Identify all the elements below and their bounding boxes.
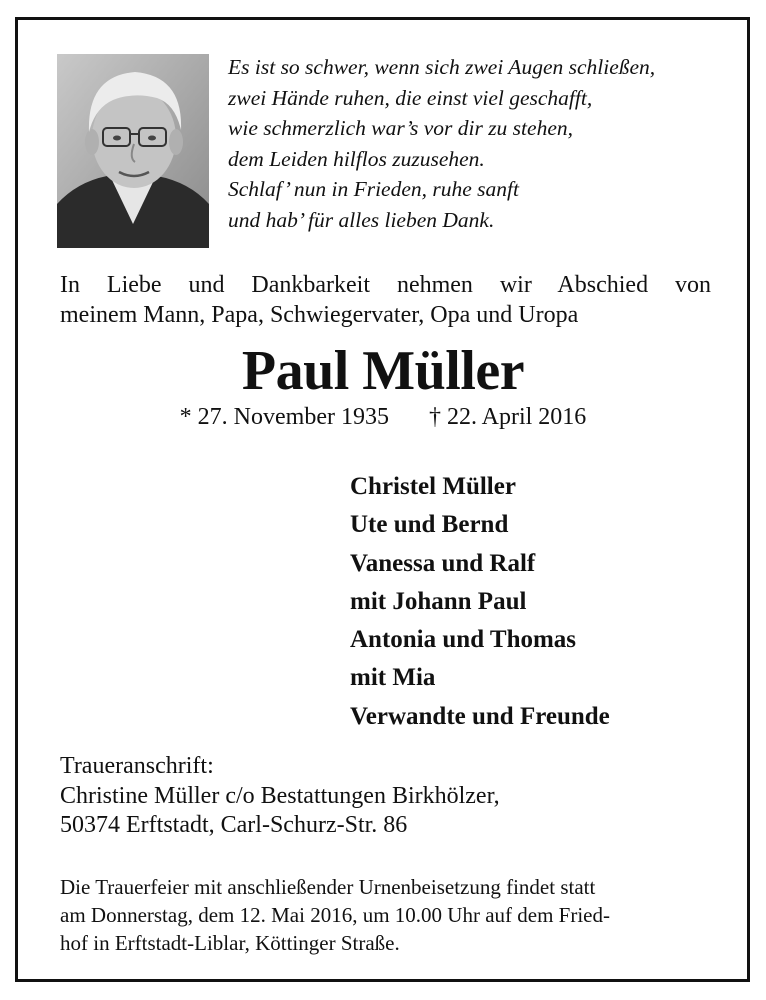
mourner-line: Christel Müller <box>350 473 516 500</box>
poem-line: Es ist so schwer, wenn sich zwei Augen schließen, <box>228 55 656 79</box>
mourner-line: Vanessa und Ralf <box>350 549 536 577</box>
address-heading: Traueranschrift: <box>60 753 214 779</box>
mourner-line: Antonia und Thomas <box>350 626 577 654</box>
poem-line: zwei Hände ruhen, die einst viel geschafft, <box>228 85 593 110</box>
poem <box>228 52 728 236</box>
life-dates <box>0 402 766 432</box>
mourner-line: mit Johann Paul <box>350 587 527 615</box>
address-line: Christine Müller c/o Bestattungen Birkhölzer, <box>60 782 500 809</box>
farewell-intro <box>60 270 711 330</box>
intro-line: In Liebe und Dankbarkeit nehmen wir Abschied von <box>60 272 711 298</box>
mourners-list <box>350 468 610 736</box>
funeral-service-info <box>60 873 610 957</box>
mourner-line: Ute und Bernd <box>350 511 509 539</box>
death-date: † 22. April 2016 <box>428 404 587 430</box>
deceased-name: Paul Müller <box>241 340 525 402</box>
service-line: am Donnerstag, dem 12. Mai 2016, um 10.00 Uhr auf dem Fried- <box>60 903 610 927</box>
intro-line: meinem Mann, Papa, Schwiegervater, Opa und Uropa <box>60 302 579 328</box>
portrait-photo <box>57 54 209 248</box>
address-line: 50374 Erftstadt, Carl-Schurz-Str. 86 <box>60 812 408 838</box>
portrait-illustration <box>57 54 209 248</box>
poem-line: wie schmerzlich war’s vor dir zu stehen, <box>228 116 573 141</box>
mourner-line: Verwandte und Freunde <box>350 702 610 730</box>
service-line: hof in Erftstadt-Liblar, Köttinger Straße. <box>60 931 400 955</box>
birth-date: * 27. November 1935 <box>179 404 389 430</box>
poem-line: Schlaf’ nun in Frieden, ruhe sanft <box>228 177 519 202</box>
poem-line: dem Leiden hilflos zuzusehen. <box>228 146 485 171</box>
poem-line: und hab’ für alles lieben Dank. <box>228 207 495 232</box>
mourner-line: mit Mia <box>350 664 436 692</box>
mourning-address <box>60 752 500 841</box>
service-line: Die Trauerfeier mit anschließender Urnenbeisetzung findet statt <box>60 875 596 899</box>
